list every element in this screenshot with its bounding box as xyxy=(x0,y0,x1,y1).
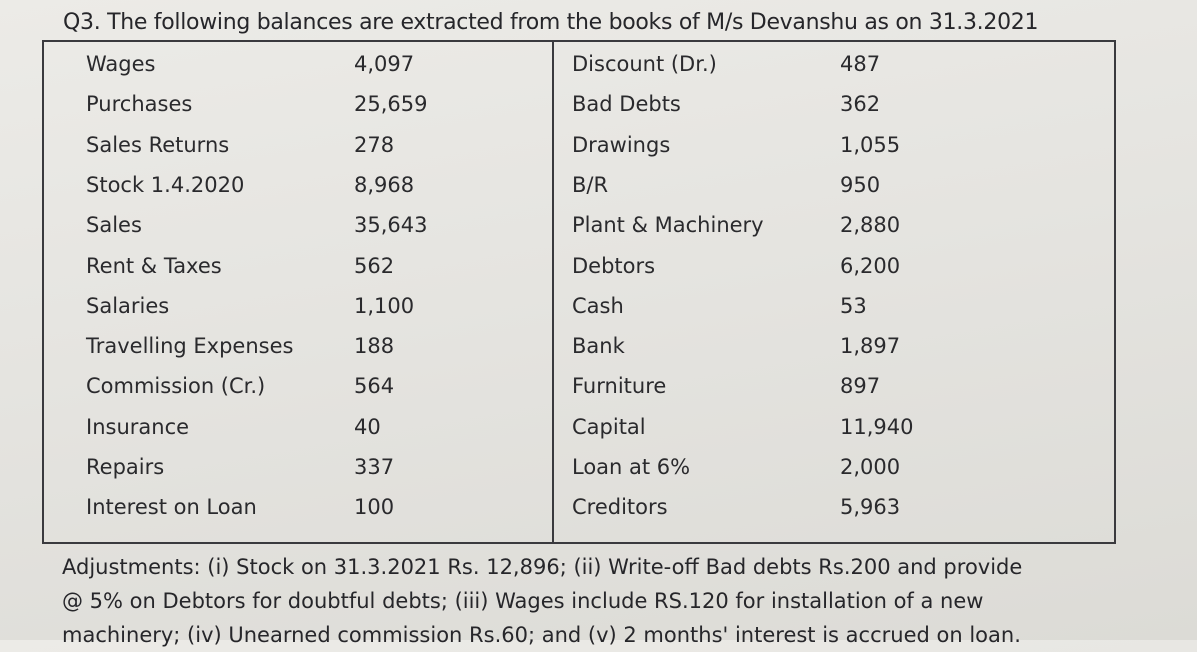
account-amount: 1,100 xyxy=(354,293,415,318)
account-name: Plant & Machinery xyxy=(572,213,764,238)
account-amount: 53 xyxy=(840,293,867,318)
account-name: Commission (Cr.) xyxy=(86,374,266,399)
account-amount: 8,968 xyxy=(354,172,415,197)
account-name: Debtors xyxy=(572,253,656,278)
adjustment-line: @ 5% on Debtors for doubtful debts; (iii) Wages include RS.120 for installation of a new xyxy=(62,589,984,613)
account-amount: 5,963 xyxy=(840,495,901,520)
account-name: Insurance xyxy=(86,414,190,439)
account-amount: 564 xyxy=(354,374,395,399)
account-name: Drawings xyxy=(572,132,671,157)
account-name: Purchases xyxy=(86,92,193,117)
account-name: Wages xyxy=(86,52,156,76)
account-amount: 11,940 xyxy=(840,414,914,439)
account-amount: 40 xyxy=(354,414,381,439)
account-amount: 897 xyxy=(840,374,881,399)
account-amount: 487 xyxy=(840,52,881,76)
account-name: Capital xyxy=(572,414,646,439)
column-divider xyxy=(552,42,554,542)
account-amount: 1,897 xyxy=(840,334,901,359)
account-amount: 1,055 xyxy=(840,132,901,157)
account-amount: 4,097 xyxy=(354,52,415,76)
account-name: Sales xyxy=(86,213,142,238)
account-amount: 562 xyxy=(354,253,395,278)
account-name: Interest on Loan xyxy=(86,495,257,520)
account-amount: 188 xyxy=(354,334,395,359)
account-amount: 100 xyxy=(354,495,395,520)
account-name: Repairs xyxy=(86,455,165,479)
adjustment-line: Adjustments: (i) Stock on 31.3.2021 Rs. 12,896; (ii) Write-off Bad debts Rs.200 and provide xyxy=(62,555,1023,579)
account-amount: 2,000 xyxy=(840,455,901,479)
account-name: Furniture xyxy=(572,374,667,399)
account-amount: 6,200 xyxy=(840,253,901,278)
account-amount: 35,643 xyxy=(354,213,428,238)
account-name: Sales Returns xyxy=(86,132,230,157)
account-name: Cash xyxy=(572,293,624,318)
account-name: Travelling Expenses xyxy=(86,334,294,359)
account-amount: 2,880 xyxy=(840,213,901,238)
account-name: Bad Debts xyxy=(572,92,681,117)
account-name: Salaries xyxy=(86,293,170,318)
adjustments-text xyxy=(62,550,1152,652)
account-name: Bank xyxy=(572,334,625,359)
account-amount: 25,659 xyxy=(354,92,428,117)
account-amount: 278 xyxy=(354,132,395,157)
account-name: Stock 1.4.2020 xyxy=(86,172,245,197)
question-heading: Q3. The following balances are extracted from the books of M/s Devanshu as on 31.3.2021 xyxy=(63,10,1039,35)
account-name: B/R xyxy=(572,172,609,197)
balances-table xyxy=(42,40,1116,544)
account-name: Discount (Dr.) xyxy=(572,52,717,76)
account-name: Rent & Taxes xyxy=(86,253,222,278)
account-amount: 362 xyxy=(840,92,881,117)
account-amount: 950 xyxy=(840,172,881,197)
account-amount: 337 xyxy=(354,455,395,479)
account-name: Creditors xyxy=(572,495,668,520)
adjustment-line: machinery; (iv) Unearned commission Rs.60; and (v) 2 months' interest is accrued on loan. xyxy=(62,623,1021,647)
account-name: Loan at 6% xyxy=(572,455,691,479)
